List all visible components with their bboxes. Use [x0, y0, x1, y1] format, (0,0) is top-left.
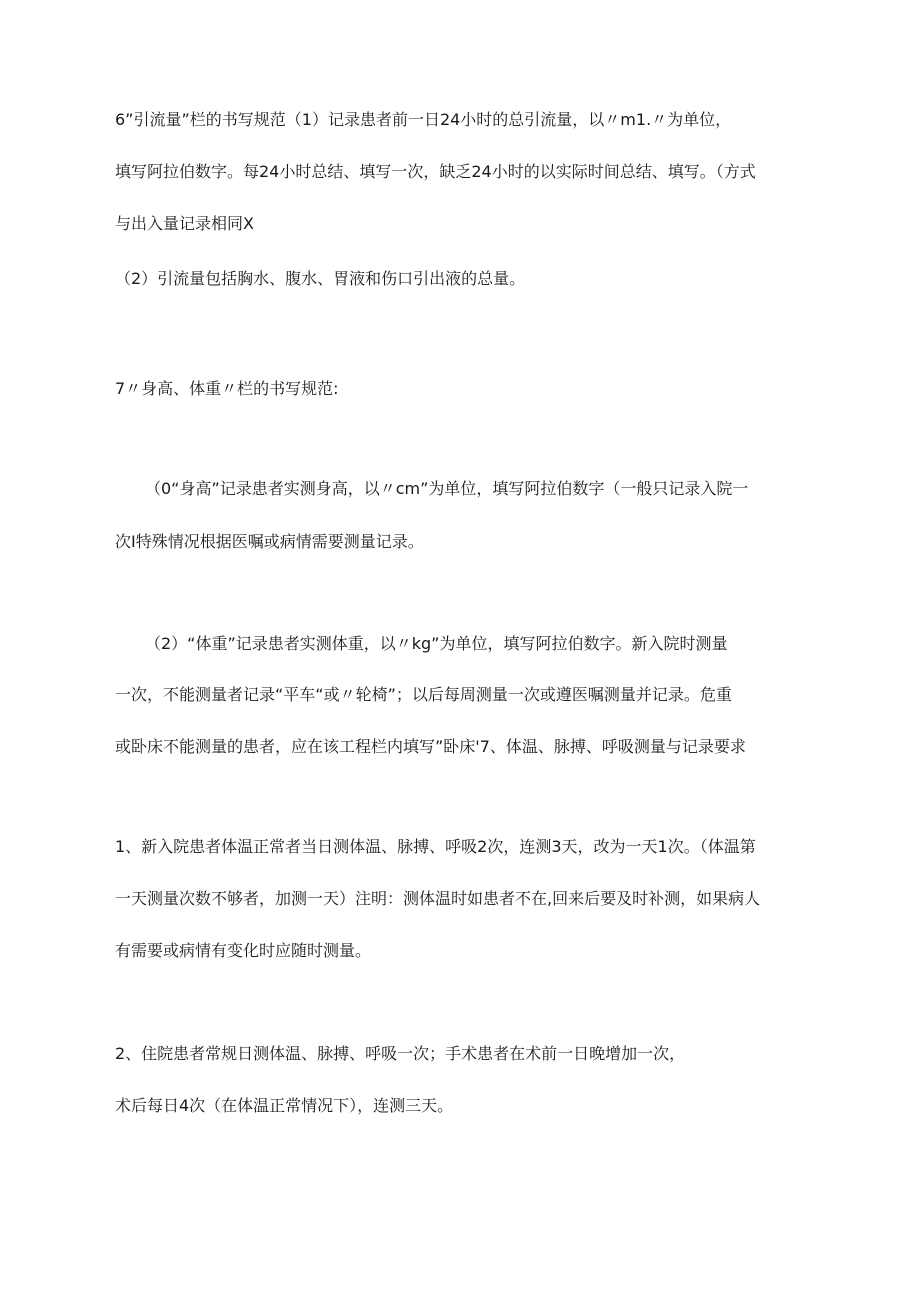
- paragraph-line: 一次，不能测量者记录“平车“或〃轮椅”；以后每周测量一次或遵医嘱测量并记录。危重: [115, 685, 732, 704]
- paragraph-line: 填写阿拉伯数字。每24小时总结、填写一次，缺乏24小时的以实际时间总结、填写。（方式: [115, 162, 756, 181]
- paragraph-line: （2）引流量包括胸水、腹水、胃液和伤口引出液的总量。: [115, 269, 526, 288]
- paragraph-line: 6”引流量”栏的书写规范（1）记录患者前一日24小时的总引流量，以〃m1.〃为单位，: [115, 110, 732, 129]
- paragraph-line: 与出入量记录相同X: [115, 214, 254, 233]
- paragraph-line: 或卧床不能测量的患者，应在该工程栏内填写”卧床'7、体温、脉搏、呼吸测量与记录要求: [115, 737, 746, 756]
- paragraph-line: 1、新入院患者体温正常者当日测体温、脉搏、呼吸2次，连测3天，改为一天1次。（体温第: [115, 837, 756, 856]
- section-heading: 7〃身高、体重〃栏的书写规范:: [115, 379, 339, 398]
- paragraph-line: 有需要或病情有变化时应随时测量。: [115, 941, 372, 960]
- paragraph-line: 2、住院患者常规日测体温、脉搏、呼吸一次；手术患者在术前一日晚增加一次，: [115, 1044, 686, 1063]
- paragraph-line: （2）“体重”记录患者实测体重，以〃kg”为单位，填写阿拉伯数字。新入院时测量: [145, 634, 728, 653]
- paragraph-line: （0“身高”记录患者实测身高，以〃cm”为单位，填写阿拉伯数字（一般只记录入院一: [145, 479, 749, 498]
- paragraph-line: 次I特殊情况根据医嘱或病情需要测量记录。: [115, 532, 424, 551]
- paragraph-line: 一天测量次数不够者，加测一天）注明：测体温时如患者不在,回来后要及时补测，如果病人: [115, 889, 761, 908]
- paragraph-line: 术后每日4次（在体温正常情况下），连测三天。: [115, 1096, 454, 1115]
